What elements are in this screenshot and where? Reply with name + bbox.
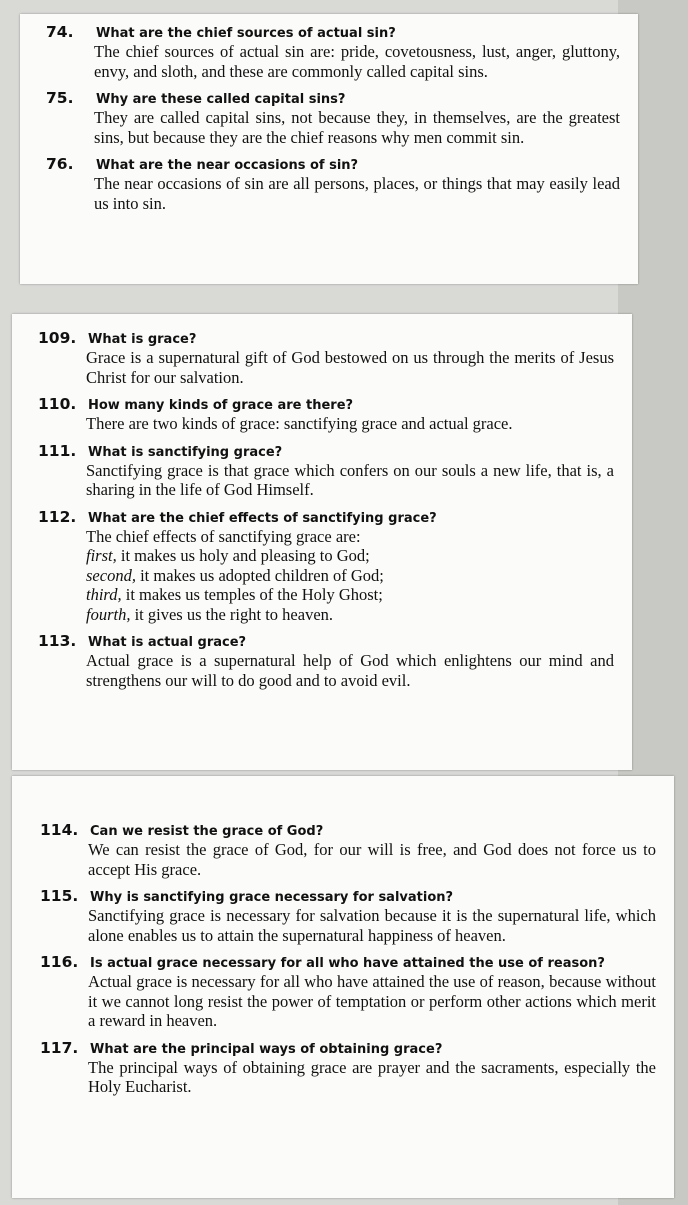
answer-114: We can resist the grace of God, for our will is free, and God does not force us to accept His grace. xyxy=(88,840,656,879)
answer-110: There are two kinds of grace: sanctifying grace and actual grace. xyxy=(86,414,513,433)
question-number: 115. xyxy=(40,887,79,905)
effect-line-4 xyxy=(86,605,614,625)
answer-116: Actual grace is necessary for all who have attained the use of reason, because without it we cannot long resist the power of temptation or perform other actions which merit a reward in heaven. xyxy=(88,972,656,1030)
effect-text: it makes us temples of the Holy Ghost; xyxy=(121,585,383,604)
answer-117: The principal ways of obtaining grace are prayer and the sacraments, especially the Holy Eucharist. xyxy=(88,1057,656,1096)
qa-item-75 xyxy=(46,90,638,147)
catechism-card-2 xyxy=(12,314,632,770)
question-number: 76. xyxy=(46,155,74,173)
qa-item-110 xyxy=(38,396,632,434)
question-text: How many kinds of grace are there? xyxy=(88,398,354,413)
answer-75: They are called capital sins, not because they, in themselves, are the greatest sins, but because they are the chief reasons why men commit sin. xyxy=(94,108,620,147)
ordinal: fourth, xyxy=(86,604,131,624)
catechism-card-1 xyxy=(20,14,638,284)
ordinal: first, xyxy=(86,546,117,565)
question-76 xyxy=(46,156,638,174)
ordinal: second, xyxy=(86,565,136,585)
answer-intro: The chief effects of sanctifying grace are: xyxy=(86,526,361,546)
effect-line-3 xyxy=(86,585,614,605)
question-114 xyxy=(40,822,674,840)
question-text: What are the principal ways of obtaining grace? xyxy=(90,1041,443,1057)
question-text: What are the chief sources of actual sin? xyxy=(96,26,396,41)
qa-item-76 xyxy=(46,156,638,213)
question-text: What is sanctifying grace? xyxy=(88,444,283,460)
question-text: Can we resist the grace of God? xyxy=(90,824,324,839)
question-115 xyxy=(40,888,674,906)
question-74 xyxy=(46,24,638,42)
effect-text: it makes us holy and pleasing to God; xyxy=(116,546,370,565)
qa-item-114 xyxy=(40,822,674,879)
question-number: 111. xyxy=(38,441,77,460)
answer-112 xyxy=(86,527,614,625)
qa-item-111 xyxy=(38,443,632,500)
question-117 xyxy=(40,1040,674,1058)
question-75 xyxy=(46,90,638,108)
answer-74: The chief sources of actual sin are: pride, covetousness, lust, anger, gluttony, envy, and sloth, and these are commonly called capital sins. xyxy=(94,42,620,81)
question-text: What is actual grace? xyxy=(88,635,247,650)
qa-item-116 xyxy=(40,954,674,1031)
answer-113: Actual grace is a supernatural help of God which enlightens our mind and strengthens our will to do good and to avoid evil. xyxy=(86,651,614,690)
answer-111: Sanctifying grace is that grace which confers on our souls a new life, that is, a sharing in the life of God Himself. xyxy=(86,460,614,499)
effect-line-1 xyxy=(86,546,614,566)
question-113 xyxy=(38,633,632,651)
question-text: What are the near occasions of sin? xyxy=(96,158,359,173)
question-text: Is actual grace necessary for all who have attained the use of reason? xyxy=(90,956,605,971)
qa-item-117 xyxy=(40,1040,674,1097)
effect-text: it makes us adopted children of God; xyxy=(135,565,384,585)
question-number: 117. xyxy=(40,1038,79,1057)
question-text: What is grace? xyxy=(88,332,197,347)
question-text: Why is sanctifying grace necessary for salvation? xyxy=(90,890,454,905)
question-number: 114. xyxy=(40,821,79,839)
effect-text: it gives us the right to heaven. xyxy=(130,604,334,624)
question-112 xyxy=(38,509,632,527)
qa-item-113 xyxy=(38,633,632,690)
catechism-card-3 xyxy=(12,776,674,1198)
question-111 xyxy=(38,443,632,461)
question-116 xyxy=(40,954,674,972)
question-number: 116. xyxy=(40,953,79,971)
qa-item-112 xyxy=(38,509,632,625)
question-number: 109. xyxy=(38,329,77,347)
qa-item-115 xyxy=(40,888,674,945)
question-number: 112. xyxy=(38,507,77,526)
question-text: What are the chief effects of sanctifying grace? xyxy=(88,510,437,526)
qa-item-74 xyxy=(46,24,638,81)
answer-109: Grace is a supernatural gift of God bestowed on us through the merits of Jesus Christ for our salvation. xyxy=(86,348,614,387)
question-110 xyxy=(38,396,632,414)
answer-76: The near occasions of sin are all persons, places, or things that may easily lead us into sin. xyxy=(94,174,620,213)
qa-item-109 xyxy=(38,330,632,387)
effect-line-2 xyxy=(86,566,614,586)
question-number: 110. xyxy=(38,395,77,413)
question-109 xyxy=(38,330,632,348)
question-text: Why are these called capital sins? xyxy=(96,92,346,107)
question-number: 75. xyxy=(46,89,74,107)
question-number: 113. xyxy=(38,632,77,650)
ordinal: third, xyxy=(86,585,122,604)
answer-115: Sanctifying grace is necessary for salvation because it is the supernatural life, which alone enables us to attain the supernatural happiness of heaven. xyxy=(88,906,656,945)
question-number: 74. xyxy=(46,23,74,41)
